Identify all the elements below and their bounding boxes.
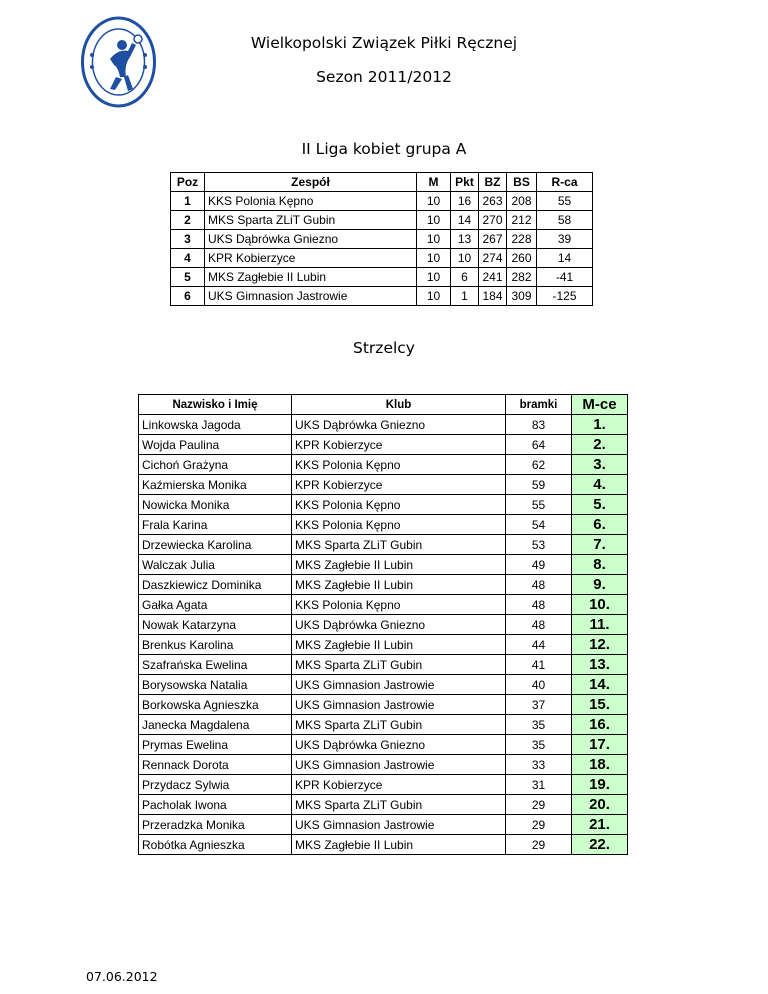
table-row: [139, 695, 628, 715]
table-cell: 263: [479, 192, 507, 211]
place-cell: 1.: [572, 415, 628, 435]
table-cell: 3: [171, 230, 205, 249]
table-cell: UKS Gimnasion Jastrowie: [292, 755, 506, 775]
place-cell: 18.: [572, 755, 628, 775]
table-cell: 29: [506, 835, 572, 855]
place-cell: 16.: [572, 715, 628, 735]
table-cell: Janecka Magdalena: [139, 715, 292, 735]
table-cell: 6: [451, 268, 479, 287]
table-cell: Rennack Dorota: [139, 755, 292, 775]
table-cell: Brenkus Karolina: [139, 635, 292, 655]
table-cell: 260: [507, 249, 537, 268]
table-cell: -41: [537, 268, 593, 287]
place-cell: 2.: [572, 435, 628, 455]
table-cell: 10: [417, 211, 451, 230]
table-cell: 10: [417, 230, 451, 249]
table-row: [139, 535, 628, 555]
table-cell: UKS Dąbrówka Gniezno: [205, 230, 417, 249]
table-cell: UKS Gimnasion Jastrowie: [205, 287, 417, 306]
table-cell: 62: [506, 455, 572, 475]
place-cell: 3.: [572, 455, 628, 475]
table-cell: KPR Kobierzyce: [292, 775, 506, 795]
season-title: Sezon 2011/2012: [316, 68, 452, 86]
table-row: [139, 515, 628, 535]
table-cell: 4: [171, 249, 205, 268]
table-row: [139, 755, 628, 775]
table-cell: 29: [506, 795, 572, 815]
table-row: [139, 595, 628, 615]
table-cell: UKS Gimnasion Jastrowie: [292, 815, 506, 835]
table-cell: 10: [451, 249, 479, 268]
table-cell: 37: [506, 695, 572, 715]
place-cell: 7.: [572, 535, 628, 555]
scorers-table: [138, 394, 628, 855]
place-cell: 14.: [572, 675, 628, 695]
table-cell: MKS Zagłebie II Lubin: [292, 635, 506, 655]
place-cell: 21.: [572, 815, 628, 835]
place-cell: 13.: [572, 655, 628, 675]
table-row: [139, 635, 628, 655]
table-row: [139, 615, 628, 635]
table-row: [139, 655, 628, 675]
table-cell: MKS Zagłebie II Lubin: [292, 555, 506, 575]
table-cell: MKS Zagłebie II Lubin: [205, 268, 417, 287]
place-cell: 6.: [572, 515, 628, 535]
table-row: [171, 287, 593, 306]
table-cell: 53: [506, 535, 572, 555]
column-header: Zespół: [205, 173, 417, 192]
handball-federation-logo-icon: [80, 15, 157, 109]
table-cell: Pacholak Iwona: [139, 795, 292, 815]
table-cell: UKS Dąbrówka Gniezno: [292, 415, 506, 435]
table-cell: Borkowska Agnieszka: [139, 695, 292, 715]
table-cell: Przeradzka Monika: [139, 815, 292, 835]
table-cell: 10: [417, 249, 451, 268]
table-cell: 6: [171, 287, 205, 306]
table-cell: 54: [506, 515, 572, 535]
table-cell: 83: [506, 415, 572, 435]
table-cell: Borysowska Natalia: [139, 675, 292, 695]
table-cell: 5: [171, 268, 205, 287]
table-row: [171, 230, 593, 249]
table-cell: UKS Gimnasion Jastrowie: [292, 675, 506, 695]
footer-date: 07.06.2012: [86, 969, 158, 984]
table-row: [139, 715, 628, 735]
scorers-title: Strzelcy: [353, 339, 415, 357]
column-header: Pkt: [451, 173, 479, 192]
table-row: [139, 415, 628, 435]
table-cell: MKS Sparta ZLiT Gubin: [292, 655, 506, 675]
table-cell: 274: [479, 249, 507, 268]
table-cell: MKS Sparta ZLiT Gubin: [292, 535, 506, 555]
table-cell: Daszkiewicz Dominika: [139, 575, 292, 595]
table-cell: KPR Kobierzyce: [292, 475, 506, 495]
table-cell: KKS Polonia Kępno: [292, 595, 506, 615]
table-cell: Szafrańska Ewelina: [139, 655, 292, 675]
place-cell: 5.: [572, 495, 628, 515]
table-cell: 13: [451, 230, 479, 249]
column-header: Nazwisko i Imię: [139, 395, 292, 415]
table-row: [171, 192, 593, 211]
table-cell: -125: [537, 287, 593, 306]
table-cell: 29: [506, 815, 572, 835]
table-cell: MKS Zagłebie II Lubin: [292, 835, 506, 855]
table-cell: 59: [506, 475, 572, 495]
league-standings-table: [170, 172, 593, 306]
table-cell: UKS Dąbrówka Gniezno: [292, 735, 506, 755]
table-cell: 40: [506, 675, 572, 695]
table-cell: 64: [506, 435, 572, 455]
table-cell: 282: [507, 268, 537, 287]
table-cell: KKS Polonia Kępno: [292, 515, 506, 535]
place-cell: 17.: [572, 735, 628, 755]
place-cell: 8.: [572, 555, 628, 575]
table-cell: UKS Dąbrówka Gniezno: [292, 615, 506, 635]
table-cell: 55: [537, 192, 593, 211]
table-row: [139, 475, 628, 495]
table-cell: 208: [507, 192, 537, 211]
table-row: [139, 835, 628, 855]
table-cell: 241: [479, 268, 507, 287]
table-cell: 10: [417, 287, 451, 306]
table-cell: 58: [537, 211, 593, 230]
table-cell: 16: [451, 192, 479, 211]
table-cell: 55: [506, 495, 572, 515]
place-cell: 19.: [572, 775, 628, 795]
table-row: [139, 795, 628, 815]
table-row: [139, 815, 628, 835]
table-row: [139, 455, 628, 475]
table-cell: 1: [171, 192, 205, 211]
table-cell: 270: [479, 211, 507, 230]
table-cell: MKS Sparta ZLiT Gubin: [205, 211, 417, 230]
table-cell: 48: [506, 575, 572, 595]
place-cell: 9.: [572, 575, 628, 595]
column-header: Klub: [292, 395, 506, 415]
table-cell: Cichoń Grażyna: [139, 455, 292, 475]
table-cell: Wojda Paulina: [139, 435, 292, 455]
place-cell: 20.: [572, 795, 628, 815]
place-cell: 15.: [572, 695, 628, 715]
column-header: BZ: [479, 173, 507, 192]
table-row: [139, 495, 628, 515]
table-cell: 35: [506, 735, 572, 755]
table-cell: KKS Polonia Kępno: [292, 495, 506, 515]
table-cell: 2: [171, 211, 205, 230]
column-header: bramki: [506, 395, 572, 415]
table-cell: Walczak Julia: [139, 555, 292, 575]
table-cell: 184: [479, 287, 507, 306]
table-cell: 39: [537, 230, 593, 249]
table-cell: Przydacz Sylwia: [139, 775, 292, 795]
table-cell: Nowicka Monika: [139, 495, 292, 515]
table-cell: 14: [537, 249, 593, 268]
column-header: BS: [507, 173, 537, 192]
table-cell: MKS Sparta ZLiT Gubin: [292, 715, 506, 735]
table-cell: Gałka Agata: [139, 595, 292, 615]
table-cell: Robótka Agnieszka: [139, 835, 292, 855]
table-row: [139, 575, 628, 595]
table-cell: 14: [451, 211, 479, 230]
column-header: Poz: [171, 173, 205, 192]
table-cell: Drzewiecka Karolina: [139, 535, 292, 555]
table-cell: 48: [506, 595, 572, 615]
column-header: R-ca: [537, 173, 593, 192]
table-row: [171, 211, 593, 230]
table-cell: 228: [507, 230, 537, 249]
table-cell: KKS Polonia Kępno: [292, 455, 506, 475]
place-cell: 4.: [572, 475, 628, 495]
table-cell: Kaźmierska Monika: [139, 475, 292, 495]
table-row: [139, 735, 628, 755]
table-header-row: [171, 173, 593, 192]
table-cell: Linkowska Jagoda: [139, 415, 292, 435]
table-cell: 49: [506, 555, 572, 575]
league-title: II Liga kobiet grupa A: [301, 140, 467, 158]
table-cell: 10: [417, 192, 451, 211]
place-cell: 11.: [572, 615, 628, 635]
table-row: [139, 775, 628, 795]
table-cell: 1: [451, 287, 479, 306]
table-cell: KPR Kobierzyce: [205, 249, 417, 268]
place-cell: 12.: [572, 635, 628, 655]
table-cell: 33: [506, 755, 572, 775]
table-cell: 31: [506, 775, 572, 795]
table-cell: 10: [417, 268, 451, 287]
table-cell: Nowak Katarzyna: [139, 615, 292, 635]
table-row: [171, 268, 593, 287]
table-cell: MKS Sparta ZLiT Gubin: [292, 795, 506, 815]
column-header: M-ce: [572, 395, 628, 415]
table-row: [139, 435, 628, 455]
table-cell: Prymas Ewelina: [139, 735, 292, 755]
table-cell: UKS Gimnasion Jastrowie: [292, 695, 506, 715]
table-cell: 212: [507, 211, 537, 230]
table-row: [171, 249, 593, 268]
table-cell: KKS Polonia Kępno: [205, 192, 417, 211]
organization-title: Wielkopolski Związek Piłki Ręcznej: [250, 34, 518, 52]
place-cell: 22.: [572, 835, 628, 855]
table-cell: 48: [506, 615, 572, 635]
table-cell: KPR Kobierzyce: [292, 435, 506, 455]
table-cell: 41: [506, 655, 572, 675]
table-cell: Frala Karina: [139, 515, 292, 535]
wzpr-logo: [80, 15, 157, 109]
table-row: [139, 555, 628, 575]
table-cell: 44: [506, 635, 572, 655]
table-cell: MKS Zagłebie II Lubin: [292, 575, 506, 595]
table-cell: 267: [479, 230, 507, 249]
table-header-row: [139, 395, 628, 415]
table-cell: 35: [506, 715, 572, 735]
column-header: M: [417, 173, 451, 192]
place-cell: 10.: [572, 595, 628, 615]
table-cell: 309: [507, 287, 537, 306]
table-row: [139, 675, 628, 695]
